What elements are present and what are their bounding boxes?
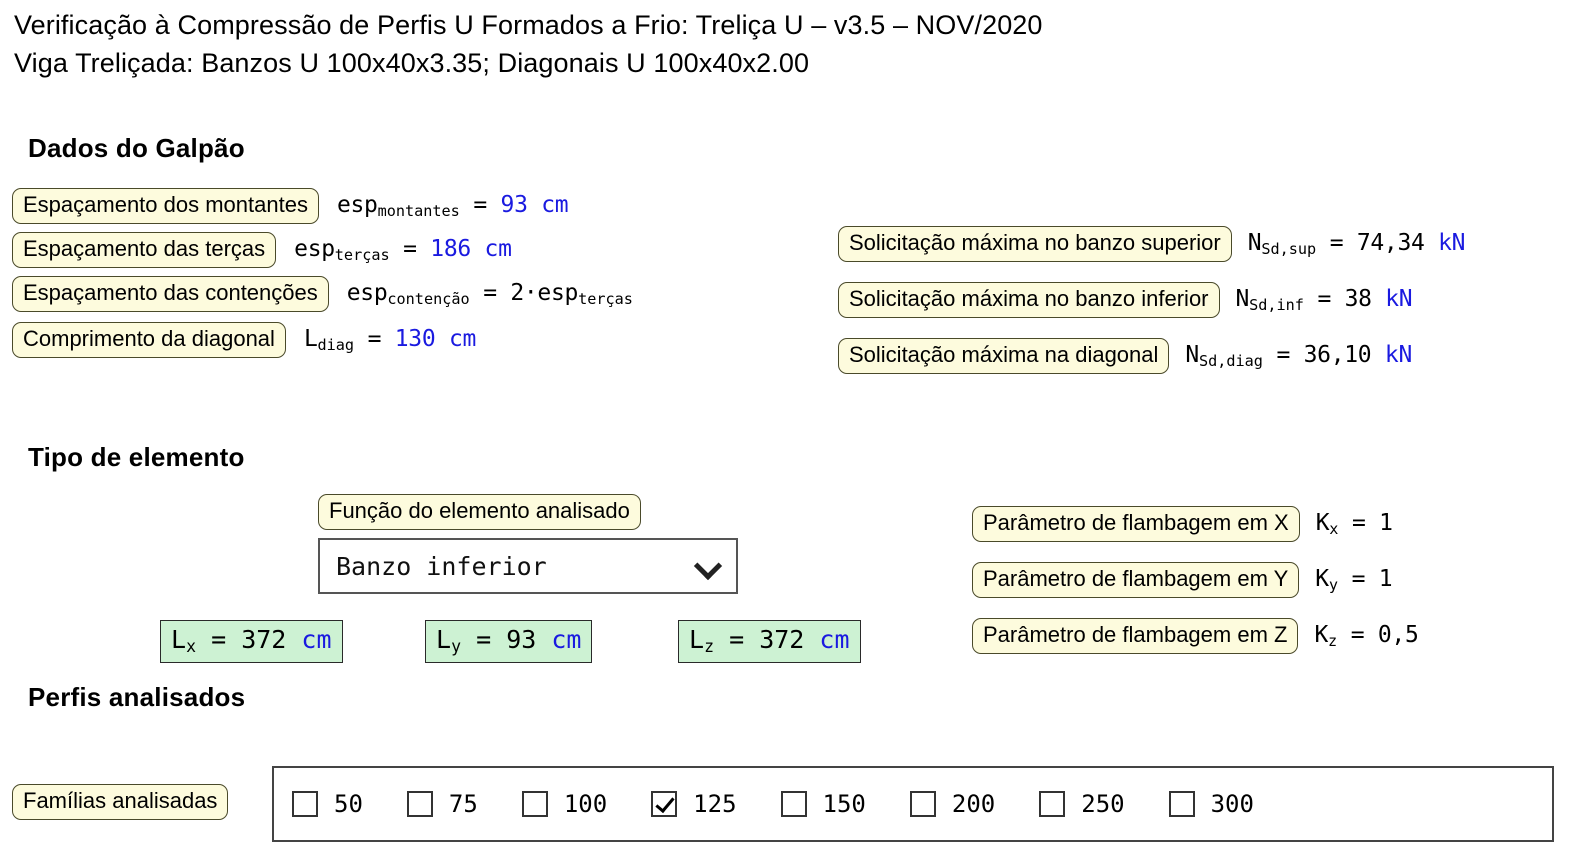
familia-value-75: 75 [448,790,478,818]
row-solic-diagonal [838,338,1412,374]
title-line-1: Verificação à Compressão de Perfis U Formados a Frio: Treliça U – v3.5 – NOV/2020 [14,10,1043,40]
familia-item-300[interactable] [1169,790,1254,818]
checkbox-icon-100[interactable] [522,791,548,817]
row-solic-banzo-superior [838,226,1465,262]
expr-comprimento-diagonal: $L_{diag} = 130$ cm [303,326,477,354]
familia-value-125: 125 [693,790,737,818]
label-solicitacao-banzo-superior[interactable]: Solicitação máxima no banzo superior [838,226,1232,262]
result-lx: $L_x = 372$ cm [160,620,343,663]
familia-value-200: 200 [951,790,996,818]
familia-value-250: 250 [1081,790,1125,818]
row-param-kx [972,506,1393,542]
familias-checkbox-panel[interactable] [272,766,1554,842]
section-heading-tipo-elemento: Tipo de elemento [28,442,245,472]
label-solicitacao-banzo-inferior[interactable]: Solicitação máxima no banzo inferior [838,282,1220,318]
result-ly: $L_y = 93$ cm [425,620,592,663]
section-heading-perfis: Perfis analisados [28,682,246,712]
familia-item-75[interactable] [407,790,478,818]
row-esp-contencoes [12,276,633,312]
familia-item-200[interactable] [910,790,995,818]
checkbox-icon-250[interactable] [1039,791,1065,817]
title-line-2: Viga Treliçada: Banzos U 100x40x3.35; Diagonais U 100x40x2.00 [14,48,810,78]
section-heading-galpao: Dados do Galpão [28,133,245,163]
label-familias-wrap [12,784,228,820]
label-param-flambagem-x[interactable]: Parâmetro de flambagem em X [972,506,1300,542]
expr-kz: $K_z = 0,5$ [1314,622,1419,650]
familia-value-100: 100 [563,790,608,818]
familia-value-50: 50 [334,790,363,818]
row-esp-tercas [12,232,512,268]
expr-nsd-inf: $N_{Sd,inf} = 38$ kN [1235,286,1413,314]
familia-item-250[interactable] [1039,790,1124,818]
checkbox-icon-150[interactable] [781,791,807,817]
label-funcao-elemento[interactable]: Função do elemento analisado [318,494,641,530]
dropdown-funcao-elemento[interactable] [318,538,738,594]
row-esp-montantes [12,188,568,224]
label-comprimento-diagonal[interactable]: Comprimento da diagonal [12,322,286,358]
expr-nsd-diag: $N_{Sd,diag} = 36,10$ kN [1185,342,1413,370]
result-lz: $L_z = 372$ cm [678,620,861,663]
label-espacamento-tercas[interactable]: Espaçamento das terças [12,232,276,268]
familia-item-150[interactable] [781,790,866,818]
label-espacamento-montantes[interactable]: Espaçamento dos montantes [12,188,319,224]
familia-item-50[interactable] [292,790,363,818]
expr-esp-tercas: esp$_{terças}$ = 186 cm [294,236,512,264]
expr-esp-montantes: esp$_{montantes}$ = 93 cm [336,192,569,220]
expr-ky: $K_y = 1$ [1315,566,1393,594]
chevron-down-icon[interactable] [696,553,722,579]
label-param-flambagem-z[interactable]: Parâmetro de flambagem em Z [972,618,1298,654]
row-solic-banzo-inferior [838,282,1412,318]
label-param-flambagem-y[interactable]: Parâmetro de flambagem em Y [972,562,1299,598]
familia-item-100[interactable] [522,790,607,818]
expr-esp-contencao: esp$_{contenção}$ = 2·esp$_{terças}$ [346,280,633,308]
expr-nsd-sup: $N_{Sd,sup} = 74,34$ kN [1247,230,1466,258]
label-espacamento-contencoes[interactable]: Espaçamento das contenções [12,276,329,312]
checkbox-icon-300[interactable] [1169,791,1195,817]
familia-value-300: 300 [1210,790,1254,818]
label-funcao-elemento-wrap [318,494,641,530]
checkbox-icon-50[interactable] [292,791,318,817]
dropdown-selected-value: Banzo inferior [336,551,547,581]
checkbox-icon-200[interactable] [910,791,936,817]
checkbox-icon-75[interactable] [407,791,433,817]
checkbox-icon-125[interactable] [651,791,677,817]
expr-kx: $K_x = 1$ [1315,510,1393,538]
row-param-ky [972,562,1392,598]
familia-value-150: 150 [822,790,866,818]
label-familias-analisadas[interactable]: Famílias analisadas [12,784,228,820]
document-title-block [0,0,1571,82]
row-param-kz [972,618,1419,654]
row-comprimento-diagonal [12,322,476,358]
label-solicitacao-diagonal[interactable]: Solicitação máxima na diagonal [838,338,1169,374]
familia-item-125[interactable] [651,790,736,818]
